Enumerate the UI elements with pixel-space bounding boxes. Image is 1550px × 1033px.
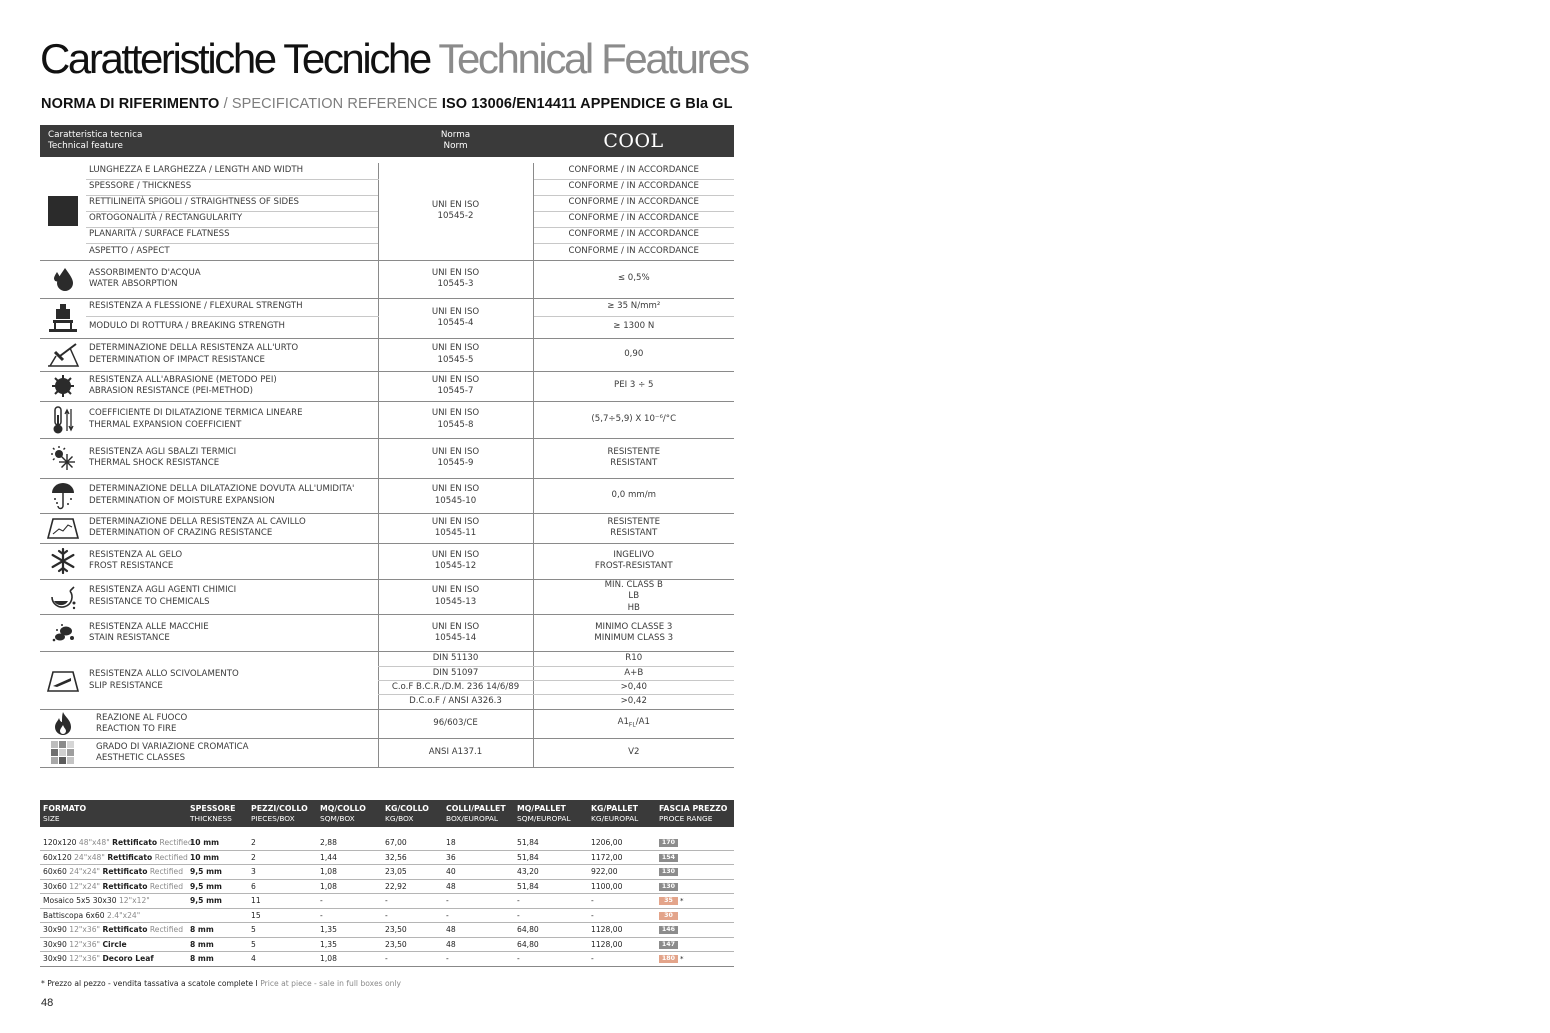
format-size-cell	[40, 894, 187, 909]
abrasion-disc-icon	[40, 371, 86, 401]
feature-norm: UNI EN ISO 10545-8	[378, 401, 533, 438]
format-sqm-cell: 2,88	[317, 836, 382, 850]
format-thick-cell: 10 mm	[187, 850, 248, 865]
format-sqm_pal-cell: 64,80	[514, 923, 588, 938]
format-thick-cell: 9,5 mm	[187, 879, 248, 894]
format-inch: 12"x36"	[69, 954, 101, 964]
dim-label: SPESSORE / THICKNESS	[86, 179, 378, 195]
spec-label-english: SPECIFICATION REFERENCE	[231, 96, 438, 112]
format-inch: 12"x24"	[69, 881, 101, 891]
column-header-italian: KG/COLLO	[385, 804, 429, 813]
header-feature: Caratteristica tecnica Technical feature	[40, 125, 378, 157]
feature-value: RESISTENTE RESISTANT	[533, 513, 734, 543]
format-thick-cell: 10 mm	[187, 836, 248, 850]
formats-column-header	[514, 800, 588, 827]
format-pcs-cell: 2	[248, 850, 317, 865]
formats-column-header	[443, 800, 514, 827]
slip-norm: DIN 51097	[378, 667, 533, 681]
format-sqm_pal-cell: 51,84	[514, 879, 588, 894]
format-sqm-cell: 1,35	[317, 923, 382, 938]
format-kg_pal-cell: 1128,00	[588, 937, 656, 952]
page-number: 48	[41, 997, 54, 1009]
slip-incline-icon	[40, 652, 86, 710]
feature-value: MIN. CLASS B LB HB	[533, 579, 734, 615]
feature-label: DETERMINAZIONE DELLA DILATAZIONE DOVUTA ALL'UMIDITA' DETERMINATION OF MOISTURE EXPANSION	[86, 478, 378, 513]
format-kg_pal-cell: 1206,00	[588, 836, 656, 850]
format-inch: 24"x48"	[74, 852, 105, 862]
format-name: Decoro Leaf	[102, 954, 154, 964]
slip-value: >0,40	[533, 681, 734, 695]
table-row	[40, 615, 734, 652]
color-grid-icon	[40, 739, 86, 768]
format-kg_pal-cell: 922,00	[588, 865, 656, 880]
format-sqm-cell: 1,08	[317, 952, 382, 967]
crazing-tile-icon	[40, 513, 86, 543]
price-range-cell	[656, 923, 734, 938]
table-row	[40, 338, 734, 371]
format-kg-cell: 32,56	[382, 850, 443, 865]
page-title	[40, 32, 748, 86]
feature-label: RESISTENZA AL GELO FROST RESISTANCE	[86, 543, 378, 579]
format-size: Mosaico 5x5 30x30	[43, 896, 117, 906]
dim-value: CONFORME / IN ACCORDANCE	[533, 179, 734, 195]
format-sqm_pal-cell: -	[514, 908, 588, 923]
price-range-badge: 180	[659, 955, 678, 963]
flex-norm: UNI EN ISO 10545-4	[378, 298, 533, 338]
column-header-english: THICKNESS	[190, 813, 232, 823]
feature-value: MINIMO CLASSE 3 MINIMUM CLASS 3	[533, 615, 734, 652]
dim-value: CONFORME / IN ACCORDANCE	[533, 227, 734, 243]
column-header-english: SQM/BOX	[320, 813, 355, 823]
format-boxes-cell: -	[443, 908, 514, 923]
table-row	[40, 937, 734, 952]
dim-label: RETTILINEITÀ SPIGOLI / STRAIGHTNESS OF SIDES	[86, 195, 378, 211]
header-norm: Norma Norm	[378, 125, 533, 157]
umbrella-rain-icon	[40, 478, 86, 513]
column-header-italian: MQ/COLLO	[320, 804, 366, 813]
column-header-italian: SPESSORE	[190, 804, 236, 813]
format-thick-cell: 8 mm	[187, 937, 248, 952]
formats-column-header	[248, 800, 317, 827]
dim-norm: UNI EN ISO 10545-2	[378, 163, 533, 260]
fire-value: $A1_{FL}/A1$	[533, 710, 734, 739]
slip-norm: D.C.o.F / ANSI A326.3	[378, 695, 533, 710]
column-header-italian: PEZZI/COLLO	[251, 804, 308, 813]
price-range-cell	[656, 952, 734, 967]
slip-norm: C.o.F B.C.R./D.M. 236 14/6/89	[378, 681, 533, 695]
format-size: 30x90	[43, 954, 67, 964]
format-sqm-cell: 1,08	[317, 865, 382, 880]
fire-norm: 96/603/CE	[378, 710, 533, 739]
format-size: 60x60	[43, 867, 67, 877]
header-product: COOL	[533, 125, 734, 157]
price-range-cell	[656, 865, 734, 880]
format-size-cell	[40, 952, 187, 967]
format-sqm_pal-cell: 51,84	[514, 850, 588, 865]
price-range-cell	[656, 850, 734, 865]
dim-value: CONFORME / IN ACCORDANCE	[533, 211, 734, 227]
dim-label: LUNGHEZZA E LARGHEZZA / LENGTH AND WIDTH	[86, 163, 378, 179]
format-boxes-cell: 36	[443, 850, 514, 865]
format-kg_pal-cell: 1172,00	[588, 850, 656, 865]
format-size-cell	[40, 937, 187, 952]
format-pcs-cell: 3	[248, 865, 317, 880]
format-sqm_pal-cell: 51,84	[514, 836, 588, 850]
format-sqm-cell: 1,08	[317, 879, 382, 894]
format-name_en: Rectified	[149, 925, 184, 935]
price-range-cell	[656, 836, 734, 850]
flex-label: RESISTENZA A FLESSIONE / FLEXURAL STRENGTH	[86, 298, 378, 316]
breaking-value: ≥ 1300 N	[533, 316, 734, 338]
feature-value: 0,90	[533, 338, 734, 371]
feature-norm: UNI EN ISO 10545-13	[378, 579, 533, 615]
format-sqm-cell: -	[317, 894, 382, 909]
feature-label: DETERMINAZIONE DELLA RESISTENZA ALL'URTO DETERMINATION OF IMPACT RESISTANCE	[86, 338, 378, 371]
square-tile-icon	[40, 163, 86, 260]
column-header-italian: MQ/PALLET	[517, 804, 566, 813]
format-kg_pal-cell: -	[588, 908, 656, 923]
format-size: 30x90	[43, 939, 67, 949]
format-boxes-cell: -	[443, 952, 514, 967]
format-kg-cell: 22,92	[382, 879, 443, 894]
price-range-badge: 146	[659, 926, 678, 934]
format-kg_pal-cell: 1128,00	[588, 923, 656, 938]
table-row	[40, 836, 734, 850]
table-row	[40, 163, 734, 179]
dim-value: CONFORME / IN ACCORDANCE	[533, 243, 734, 260]
format-name: Rettificato	[102, 925, 148, 935]
table-row	[40, 879, 734, 894]
column-header-italian: FORMATO	[43, 804, 87, 813]
format-boxes-cell: 18	[443, 836, 514, 850]
price-star-marker: *	[680, 897, 684, 906]
table-row	[40, 401, 734, 438]
dim-value: CONFORME / IN ACCORDANCE	[533, 163, 734, 179]
format-kg-cell: -	[382, 908, 443, 923]
format-kg_pal-cell: -	[588, 952, 656, 967]
dim-label: ASPETTO / ASPECT	[86, 243, 378, 260]
format-name_en: Rectified	[159, 838, 193, 848]
price-range-badge: 170	[659, 839, 678, 847]
column-header-italian: COLLI/PALLET	[446, 804, 506, 813]
column-header-english: PROCE RANGE	[659, 813, 713, 823]
format-thick-cell: 8 mm	[187, 952, 248, 967]
feature-label: COEFFICIENTE DI DILATAZIONE TERMICA LINEARE THERMAL EXPANSION COEFFICIENT	[86, 401, 378, 438]
formats-table	[40, 800, 734, 967]
format-size-cell	[40, 923, 187, 938]
slip-norm: DIN 51130	[378, 652, 533, 667]
hammer-impact-icon	[40, 338, 86, 371]
price-range-badge: 147	[659, 941, 678, 949]
table-row	[40, 513, 734, 543]
format-boxes-cell: 48	[443, 923, 514, 938]
format-size-cell	[40, 865, 187, 880]
specification-reference	[41, 95, 733, 113]
price-range-cell	[656, 908, 734, 923]
formats-column-header	[187, 800, 248, 827]
price-range-badge: 35	[659, 897, 678, 905]
column-header-english: SQM/EUROPAL	[517, 813, 571, 823]
tech-header-row	[40, 125, 734, 157]
format-sqm_pal-cell: 43,20	[514, 865, 588, 880]
format-thick-cell: 9,5 mm	[187, 894, 248, 909]
format-size: 30x60	[43, 881, 67, 891]
feature-norm: UNI EN ISO 10545-9	[378, 438, 533, 478]
format-size-cell	[40, 850, 187, 865]
feature-value: PEI 3 ÷ 5	[533, 371, 734, 401]
format-sqm_pal-cell: -	[514, 894, 588, 909]
feature-label: RESISTENZA ALL'ABRASIONE (METODO PEI) ABRASION RESISTANCE (PEI-METHOD)	[86, 371, 378, 401]
formats-column-header	[382, 800, 443, 827]
format-pcs-cell: 15	[248, 908, 317, 923]
format-inch: 12"x12"	[118, 896, 150, 906]
aesthetic-norm: ANSI A137.1	[378, 739, 533, 768]
table-row	[40, 865, 734, 880]
format-pcs-cell: 5	[248, 937, 317, 952]
price-star-marker: *	[680, 955, 684, 964]
format-inch: 24"x24"	[69, 867, 101, 877]
thermometer-icon	[40, 401, 86, 438]
format-size-cell	[40, 879, 187, 894]
table-row	[40, 739, 734, 768]
formats-column-header	[588, 800, 656, 827]
spec-separator: /	[223, 96, 228, 112]
table-row	[40, 923, 734, 938]
column-header-english: KG/BOX	[385, 813, 414, 823]
format-boxes-cell: 40	[443, 865, 514, 880]
format-kg-cell: -	[382, 894, 443, 909]
format-kg_pal-cell: 1100,00	[588, 879, 656, 894]
format-size: 120x120	[43, 838, 77, 848]
table-row	[40, 894, 734, 909]
format-thick-cell	[187, 908, 248, 923]
format-kg-cell: 23,50	[382, 923, 443, 938]
table-row	[40, 438, 734, 478]
flex-value: ≥ 35 N/mm²	[533, 298, 734, 316]
format-name: Circle	[102, 939, 127, 949]
weight-scale-icon	[40, 298, 86, 338]
format-sqm-cell: 1,35	[317, 937, 382, 952]
formats-header-row	[40, 800, 734, 827]
footnote: * Prezzo al pezzo - vendita tassativa a scatole complete I Price at piece - sale in full boxes only	[41, 979, 402, 988]
format-sqm_pal-cell: -	[514, 952, 588, 967]
table-row	[40, 652, 734, 667]
format-sqm-cell: -	[317, 908, 382, 923]
feature-label: RESISTENZA ALLE MACCHIE STAIN RESISTANCE	[86, 615, 378, 652]
snowflake-icon	[40, 543, 86, 579]
format-inch: 12"x36"	[69, 925, 101, 935]
format-sqm-cell: 1,44	[317, 850, 382, 865]
column-header-italian: KG/PALLET	[591, 804, 638, 813]
price-range-badge: 130	[659, 883, 678, 891]
format-size-cell	[40, 836, 193, 850]
flame-icon	[40, 710, 86, 739]
column-header-english: KG/EUROPAL	[591, 813, 639, 823]
format-thick-cell: 8 mm	[187, 923, 248, 938]
format-pcs-cell: 11	[248, 894, 317, 909]
dim-label: ORTOGONALITÀ / RECTANGULARITY	[86, 211, 378, 227]
dim-label: PLANARITÀ / SURFACE FLATNESS	[86, 227, 378, 243]
format-name_en: Rectified	[149, 881, 184, 891]
price-range-badge: 130	[659, 868, 678, 876]
water-value: ≤ 0,5%	[533, 260, 734, 298]
price-range-badge: 30	[659, 912, 678, 920]
format-kg-cell: 67,00	[382, 836, 443, 850]
aesthetic-value: V2	[533, 739, 734, 768]
format-name_en: Rectified	[149, 867, 184, 877]
format-kg-cell: 23,50	[382, 937, 443, 952]
format-boxes-cell: -	[443, 894, 514, 909]
table-row	[40, 952, 734, 967]
price-range-cell	[656, 894, 734, 909]
feature-norm: UNI EN ISO 10545-12	[378, 543, 533, 579]
table-row	[40, 543, 734, 579]
format-size: 30x90	[43, 925, 67, 935]
formats-column-header	[40, 800, 187, 827]
sun-snowflake-icon	[40, 438, 86, 478]
slip-value: R10	[533, 652, 734, 667]
table-row	[40, 260, 734, 298]
format-name: Rettificato	[102, 881, 148, 891]
format-kg-cell: 23,05	[382, 865, 443, 880]
column-header-english: SIZE	[43, 813, 60, 823]
format-thick-cell: 9,5 mm	[187, 865, 248, 880]
format-size-cell	[40, 908, 187, 923]
format-inch: 48"x48"	[78, 838, 110, 848]
table-row	[40, 579, 734, 615]
aesthetic-label: GRADO DI VARIAZIONE CROMATICA AESTHETIC CLASSES	[86, 739, 378, 768]
table-row	[40, 710, 734, 739]
format-kg_pal-cell: -	[588, 894, 656, 909]
format-name: Rettificato	[102, 867, 148, 877]
title-italian: Caratteristiche Tecniche	[40, 35, 430, 82]
table-row	[40, 908, 734, 923]
technical-features-table	[40, 125, 734, 768]
slip-label: RESISTENZA ALLO SCIVOLAMENTO SLIP RESISTANCE	[86, 652, 378, 710]
table-row	[40, 478, 734, 513]
format-name_en: Rectified	[154, 852, 188, 862]
chemical-flask-icon	[40, 579, 86, 615]
format-pcs-cell: 4	[248, 952, 317, 967]
format-sqm_pal-cell: 64,80	[514, 937, 588, 952]
format-size: 60x120	[43, 852, 72, 862]
format-pcs-cell: 5	[248, 923, 317, 938]
spec-label-italian: NORMA DI RIFERIMENTO	[41, 96, 220, 112]
price-range-cell	[656, 937, 734, 952]
price-range-cell	[656, 879, 734, 894]
breaking-label: MODULO DI ROTTURA / BREAKING STRENGTH	[86, 316, 378, 338]
table-row	[40, 298, 734, 316]
format-inch: 2.4"x24"	[107, 910, 141, 920]
feature-norm: UNI EN ISO 10545-7	[378, 371, 533, 401]
water-label: ASSORBIMENTO D'ACQUA WATER ABSORPTION	[86, 260, 378, 298]
slip-value: >0,42	[533, 695, 734, 710]
spec-value: ISO 13006/EN14411 APPENDICE G BIa GL	[441, 96, 733, 112]
feature-norm: UNI EN ISO 10545-5	[378, 338, 533, 371]
format-pcs-cell: 2	[248, 836, 317, 850]
fire-label: REAZIONE AL FUOCO REACTION TO FIRE	[86, 710, 378, 739]
slip-value: A+B	[533, 667, 734, 681]
feature-value: INGELIVO FROST-RESISTANT	[533, 543, 734, 579]
format-name: Rettificato	[112, 838, 158, 848]
feature-label: RESISTENZA AGLI AGENTI CHIMICI RESISTANCE TO CHEMICALS	[86, 579, 378, 615]
format-size: Battiscopa 6x60	[43, 910, 105, 920]
format-name: Rettificato	[107, 852, 153, 862]
price-range-badge: 154	[659, 854, 678, 862]
feature-value: 0,0 mm/m	[533, 478, 734, 513]
column-header-italian: FASCIA PREZZO	[659, 804, 728, 813]
table-row	[40, 371, 734, 401]
format-boxes-cell: 48	[443, 937, 514, 952]
format-boxes-cell: 48	[443, 879, 514, 894]
formats-column-header	[317, 800, 382, 827]
column-header-english: PIECES/BOX	[251, 813, 295, 823]
column-header-english: BOX/EUROPAL	[446, 813, 499, 823]
feature-label: RESISTENZA AGLI SBALZI TERMICI THERMAL SHOCK RESISTANCE	[86, 438, 378, 478]
feature-norm: UNI EN ISO 10545-14	[378, 615, 533, 652]
feature-norm: UNI EN ISO 10545-10	[378, 478, 533, 513]
format-pcs-cell: 6	[248, 879, 317, 894]
feature-label: DETERMINAZIONE DELLA RESISTENZA AL CAVILLO DETERMINATION OF CRAZING RESISTANCE	[86, 513, 378, 543]
feature-norm: UNI EN ISO 10545-11	[378, 513, 533, 543]
format-inch: 12"x36"	[69, 939, 101, 949]
water-drops-icon	[40, 260, 86, 298]
water-norm: UNI EN ISO 10545-3	[378, 260, 533, 298]
table-row	[40, 850, 734, 865]
feature-value: (5,7÷5,9) X 10⁻⁶/°C	[533, 401, 734, 438]
formats-column-header	[656, 800, 734, 827]
title-english: Technical Features	[438, 35, 748, 82]
stain-splash-icon	[40, 615, 86, 652]
format-kg-cell: -	[382, 952, 443, 967]
feature-value: RESISTENTE RESISTANT	[533, 438, 734, 478]
dim-value: CONFORME / IN ACCORDANCE	[533, 195, 734, 211]
